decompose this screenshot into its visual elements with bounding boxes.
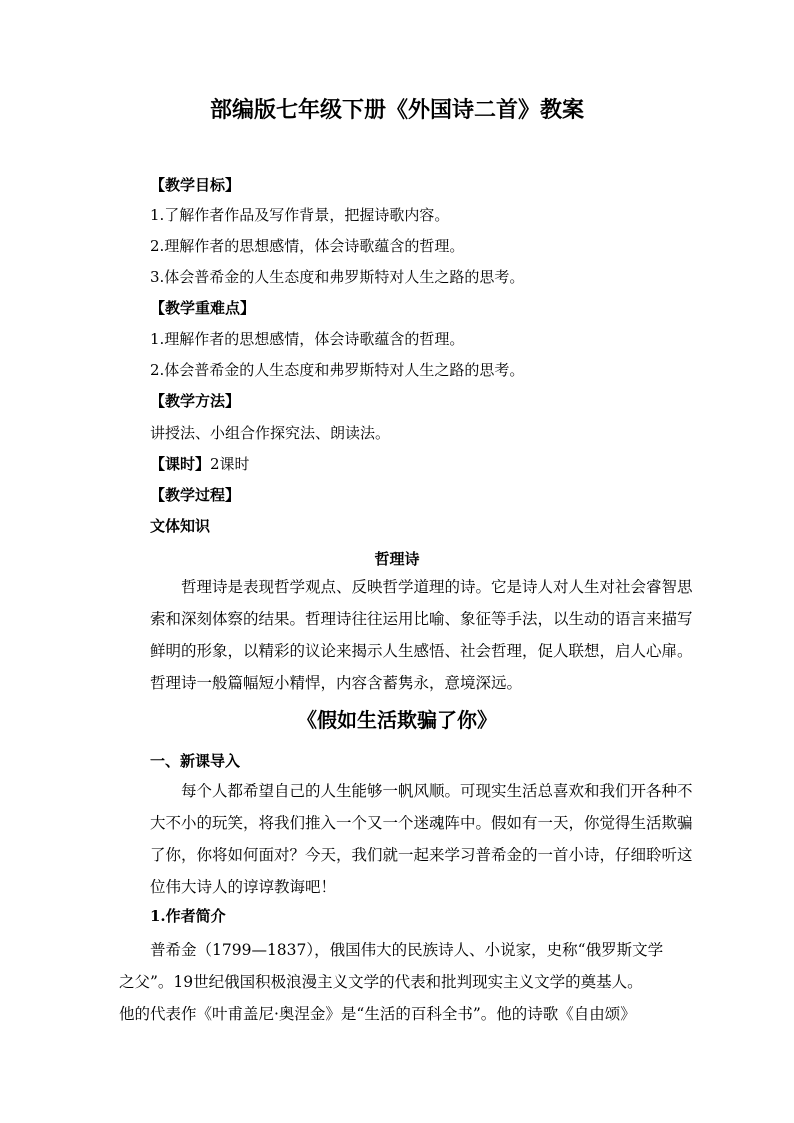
- methods-heading: 【教学方法】: [150, 392, 241, 410]
- author-line: 他的代表作《叶甫盖尼·奥涅金》是“生活的百科全书”。他的诗歌《自由颂》: [119, 1005, 636, 1023]
- genre-paragraph-line: 哲理诗是表现哲学观点、反映哲学道理的诗。它是诗人对人生对社会睿智思: [181, 578, 693, 596]
- section1-line: 每个人都希望自己的人生能够一帆风顺。可现实生活总喜欢和我们开各种不: [181, 782, 693, 800]
- objectives-heading: 【教学目标】: [150, 176, 241, 194]
- genre-heading: 文体知识: [150, 517, 211, 535]
- process-heading: 【教学过程】: [150, 486, 241, 504]
- genre-paragraph-line: 哲理诗一般篇幅短小精悍，内容含蓄隽永，意境深远。: [150, 674, 523, 692]
- hours-line: [150, 453, 250, 475]
- author-line: 普希金（1799—1837），俄国伟大的民族诗人、小说家，史称“俄罗斯文学: [150, 941, 664, 959]
- author-line: 之父”。19世纪俄国积极浪漫主义文学的代表和批判现实主义文学的奠基人。: [119, 973, 643, 991]
- section1-line: 大不小的玩笑，将我们推入一个又一个迷魂阵中。假如有一天，你觉得生活欺骗: [150, 814, 693, 832]
- methods-text: 讲授法、小组合作探究法、朗读法。: [150, 424, 391, 442]
- author-heading: 1.作者简介: [150, 907, 226, 925]
- genre-paragraph-line: 索和深刻体察的结果。哲理诗往往运用比喻、象征等手法，以生动的语言来描写: [150, 610, 693, 628]
- section1-heading: 一、新课导入: [150, 752, 241, 770]
- key-point-item: 2.体会普希金的人生态度和弗罗斯特对人生之路的思考。: [150, 361, 525, 379]
- section1-line: 了你，你将如何面对？今天，我们就一起来学习普希金的一首小诗，仔细聆听这: [150, 846, 693, 864]
- genre-subtitle: 哲理诗: [374, 550, 420, 568]
- document-title: 部编版七年级下册《外国诗二首》教案: [209, 97, 584, 123]
- poem-title: 《假如生活欺骗了你》: [297, 708, 497, 732]
- objective-item: 1.了解作者作品及写作背景，把握诗歌内容。: [150, 206, 450, 224]
- key-points-heading: 【教学重难点】: [150, 299, 256, 317]
- genre-paragraph-line: 鲜明的形象，以精彩的议论来揭示人生感悟、社会哲理，促人联想，启人心扉。: [150, 642, 693, 660]
- hours-heading: 【课时】: [150, 455, 211, 473]
- objective-item: 3.体会普希金的人生态度和弗罗斯特对人生之路的思考。: [150, 268, 525, 286]
- hours-text: 2课时: [210, 455, 250, 473]
- section1-line: 位伟大诗人的谆谆教诲吧！: [150, 878, 337, 896]
- key-point-item: 1.理解作者的思想感情，体会诗歌蕴含的哲理。: [150, 330, 465, 348]
- objective-item: 2.理解作者的思想感情，体会诗歌蕴含的哲理。: [150, 237, 465, 255]
